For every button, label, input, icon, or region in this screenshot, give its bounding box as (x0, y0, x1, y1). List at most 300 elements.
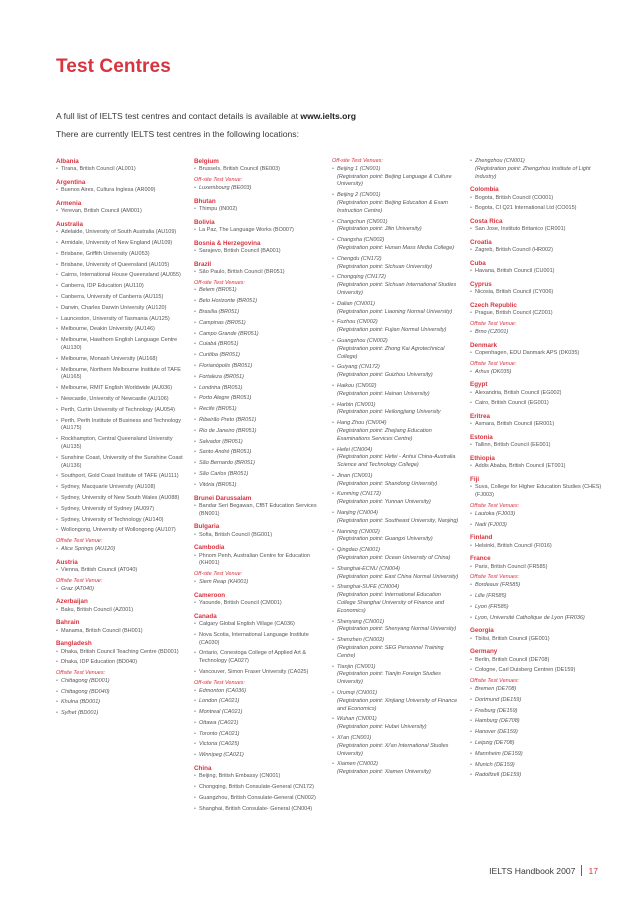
list-item (470, 350, 602, 358)
entry-text: Yaounde, British Council (CM001) (199, 599, 282, 606)
column-3 (332, 158, 460, 782)
entry-text: Qingdao (CN001) (337, 547, 381, 554)
entry-text: Thimpu (IN002) (199, 205, 238, 212)
country-heading: Bolivia (194, 218, 215, 226)
entry-text: Addis Ababa, British Council (ET001) (475, 463, 566, 470)
entry-text: Brno (CZ001) (475, 328, 509, 335)
country-heading: Australia (56, 221, 83, 228)
entry-text: Victoria (CA025) (199, 741, 240, 748)
entry-text: Tallinn, British Council (EE001) (475, 442, 551, 449)
entry-text: Adelaide, University of South Australia (AU109) (61, 229, 177, 236)
list-item (470, 582, 602, 590)
entry-text: Fortaleza (BR051) (199, 373, 244, 380)
country-section (470, 381, 602, 408)
list-item (194, 406, 324, 414)
country-heading: Czech Republic (470, 302, 517, 310)
country-section (470, 476, 602, 529)
list-item (194, 449, 324, 457)
list-item (56, 262, 186, 270)
entry-text: Armidale, University of New England (AU109) (61, 240, 173, 246)
offsite-heading: Off-site Test Venue: (194, 571, 243, 578)
list-item (470, 615, 602, 623)
entry-text: Edmonton (CA036) (199, 687, 247, 694)
entry-text: Melbourne, Hawthorn English Language Centre (AU130) (61, 337, 178, 351)
entry-text: Suva, College for Higher Education Studies (CHES) (FJ003) (475, 484, 602, 499)
entry-text: Shenyang (CN001) (337, 618, 385, 625)
list-item (194, 298, 324, 306)
entry-text: Sofia, British Council (BG001) (199, 531, 273, 538)
list-item (56, 356, 186, 364)
list-item (194, 503, 324, 519)
country-section (56, 598, 186, 614)
registration-note: (Registration point: Hunan Mass Media College) (337, 244, 455, 251)
list-item (56, 229, 186, 237)
list-item (194, 320, 324, 328)
country-heading: Georgia (470, 627, 494, 635)
entry-text: Melbourne, RMIT English Worldwide (AU036) (61, 385, 173, 392)
registration-note: (Registration point: Xiamen University) (337, 769, 431, 776)
list-item (470, 226, 602, 234)
list-item (332, 166, 460, 189)
list-item (194, 553, 324, 569)
list-item (332, 619, 460, 635)
list-item (470, 636, 602, 644)
list-item (332, 319, 460, 335)
list-item (332, 274, 460, 297)
entry-text: Graz (AT040) (61, 585, 94, 592)
list-item (56, 208, 186, 216)
entry-text: Alexandria, British Council (EG002) (475, 389, 562, 396)
offsite-heading: Offsite Test Venues: (470, 502, 520, 509)
registration-note: (Registration point: Ocean University of China) (337, 555, 451, 562)
entry-text: Brussels, British Council (BE003) (199, 166, 281, 173)
list-item (194, 482, 324, 490)
entry-text: Yerevan, British Council (AM001) (61, 208, 142, 215)
list-item (332, 256, 460, 272)
country-heading: Cyprus (470, 281, 492, 289)
list-item (56, 316, 186, 324)
list-item (56, 567, 186, 575)
country-heading: Croatia (470, 239, 492, 247)
list-item (56, 385, 186, 393)
offsite-heading: Off-site Test Venue: (194, 177, 243, 183)
entry-text: Chongqing (CN172) (337, 274, 386, 281)
entry-text: Asmara, British Council (ER001) (475, 421, 555, 428)
list-item (332, 547, 460, 563)
country-section (332, 158, 460, 777)
list-item (56, 607, 186, 615)
entry-text: Chittagong (BD001) (61, 677, 110, 684)
country-section (194, 198, 324, 214)
entry-text: Florianópolis (BR051) (199, 362, 253, 369)
entry-text: Beijing 1 (CN001) (337, 165, 381, 172)
intro (56, 107, 596, 143)
list-item (332, 219, 460, 235)
entry-text: Manama, British Council (BH001) (61, 627, 143, 634)
entry-text: Shanghai-ECNU (CN004) (337, 565, 400, 572)
list-item (470, 442, 602, 450)
entry-text: Chongqing, British Consulate-General (CN172) (199, 784, 314, 791)
list-item (194, 269, 324, 277)
list-item (56, 418, 186, 434)
entry-text: Guangzhou, British Consulate-General (CN002) (199, 794, 316, 801)
list-item (194, 669, 324, 677)
list-item (194, 385, 324, 393)
list-item (194, 395, 324, 403)
list-item (332, 383, 460, 399)
list-item (56, 251, 186, 259)
registration-note: (Registration point: Hefei - Anhui China-Australia Science and Technology College) (337, 454, 456, 469)
entry-text: Arhus (DK035) (475, 368, 512, 375)
country-section (470, 627, 602, 643)
list-item (470, 686, 602, 694)
registration-note: (Registration point: Xinjiang University of Finance and Economics) (337, 697, 458, 712)
entry-text: Siem Reap (KH001) (199, 578, 249, 585)
entry-text: Santo André (BR051) (199, 449, 252, 456)
list-item (332, 584, 460, 615)
list-item (332, 192, 460, 215)
country-heading: Bulgaria (194, 523, 220, 531)
entry-text: Tbilisi, British Council (GE001) (475, 635, 550, 642)
entry-text: Zhengzhou (CN001) (475, 158, 525, 164)
list-item (194, 741, 324, 749)
country-heading: Colombia (470, 186, 499, 194)
country-heading: Austria (56, 558, 78, 566)
list-item (56, 586, 186, 594)
entry-text: Nanjing (CN004) (337, 510, 378, 517)
list-item (194, 439, 324, 447)
country-section (56, 640, 186, 718)
list-item (56, 455, 186, 471)
entry-text: Launceston, University of Tasmania (AU125) (61, 315, 170, 322)
list-item (470, 205, 602, 213)
entry-text: Bogota, British Council (CO001) (475, 194, 554, 201)
entry-text: Canberra, University of Canberra (AU115) (61, 293, 164, 300)
list-item (470, 697, 602, 705)
list-item (194, 309, 324, 317)
list-item (470, 708, 602, 716)
intro-lead-text: A full list of IELTS test centres and contact details is available at (56, 111, 301, 121)
list-item (194, 795, 324, 803)
entry-text: Ontario, Conestoga College of Applied Art & Technology (CA027) (199, 650, 307, 665)
list-item (194, 227, 324, 235)
entry-text: Brisbane, Griffith University (AU053) (61, 250, 150, 257)
registration-note: (Registration point: Shandong University) (337, 480, 438, 487)
list-item (56, 546, 186, 554)
country-heading: Ethiopia (470, 455, 495, 463)
list-item (470, 195, 602, 203)
list-item (470, 247, 602, 255)
list-item (332, 529, 460, 545)
list-item (332, 566, 460, 582)
entry-text: Shenzhen (CN002) (337, 637, 385, 644)
entry-text: Campinas (BR051) (199, 319, 246, 326)
page-number: 17 (588, 866, 598, 876)
list-item (194, 331, 324, 339)
list-item (194, 166, 324, 174)
intro-line-1 (56, 107, 596, 125)
list-item (56, 187, 186, 195)
entry-text: Guangzhou (CN002) (337, 337, 388, 344)
country-section (470, 218, 602, 234)
registration-note: (Registration point: Shenyang Normal University) (337, 626, 457, 633)
ielts-website-link[interactable]: www.ielts.org (300, 111, 356, 121)
list-item (470, 564, 602, 572)
list-item (470, 400, 602, 408)
entry-text: London (CA021) (199, 698, 240, 705)
list-item (332, 510, 460, 526)
list-item (56, 294, 186, 302)
footer-divider (581, 865, 582, 876)
entry-text: Buenos Aires, Cultura Inglesa (AR009) (61, 187, 156, 194)
entry-text: Luxembourg (BE003) (199, 184, 252, 191)
list-item (56, 396, 186, 404)
list-item (194, 206, 324, 214)
country-heading: Bangladesh (56, 640, 92, 648)
list-item (56, 649, 186, 657)
entry-text: Vancouver, Simon Fraser University (CA025) (199, 668, 309, 675)
registration-note: (Registration point: Jilin University) (337, 226, 422, 233)
entry-text: Phnom Penh, Australian Centre for Education (KH001) (199, 552, 310, 567)
country-heading: Brazil (194, 260, 212, 268)
offsite-heading: Offsite Test Venue: (470, 360, 517, 367)
list-item (56, 407, 186, 415)
list-item (332, 716, 460, 732)
entry-text: Shanghai, British Consulate- General (CN004) (199, 805, 313, 812)
list-item (56, 527, 186, 535)
list-item (56, 659, 186, 667)
list-item (470, 762, 602, 770)
entry-text: Zagreb, British Council (HR002) (475, 247, 553, 254)
registration-note: (Registration point: Yunnan University) (337, 499, 431, 506)
list-item (332, 338, 460, 361)
entry-text: Recife (BR051) (199, 406, 237, 413)
list-item (470, 772, 602, 780)
entry-text: Hefei (CN004) (337, 446, 373, 453)
country-section (470, 260, 602, 276)
offsite-heading: Off-site Test Venues: (194, 679, 245, 686)
country-section (194, 219, 324, 235)
entry-text: Baku, British Council (AZ001) (61, 606, 134, 613)
entry-text: Harbin (CN001) (337, 401, 376, 408)
list-item (470, 329, 602, 337)
entry-text: Radolfzell (DE159) (475, 772, 522, 779)
list-item (470, 421, 602, 429)
country-section (56, 619, 186, 635)
entry-text: Chengdu (CN172) (337, 255, 382, 262)
entry-text: Fuzhou (CN002) (337, 319, 378, 326)
list-item (194, 374, 324, 382)
list-item (56, 272, 186, 280)
entry-text: Sylhet (BD001) (61, 710, 99, 717)
entry-text: Cairo, British Council (EG001) (475, 400, 549, 407)
country-heading: Cuba (470, 260, 486, 268)
entry-text: Sydney, University of New South Wales (AU088) (61, 494, 180, 501)
offsite-heading: Offsite Test Venues: (470, 574, 520, 581)
registration-note: (Registration point: Xi'an International Studies University) (337, 742, 449, 757)
entry-text: Hang Zhou (CN004) (337, 420, 387, 427)
country-heading: Cameroon (194, 591, 226, 599)
entry-text: Bordeaux (FR585) (475, 582, 521, 589)
country-section (470, 239, 602, 255)
list-item (56, 337, 186, 353)
entry-text: Belo Horizonte (BR051) (199, 298, 258, 305)
country-heading: Armenia (56, 200, 82, 207)
country-section (470, 158, 602, 181)
entry-text: Havana, British Council (CU001) (475, 268, 555, 275)
entry-text: Belem (BR051) (199, 287, 237, 294)
country-heading: France (470, 555, 491, 563)
entry-text: La Paz, The Language Works (BO007) (199, 226, 294, 233)
entry-text: Vienna, British Council (AT040) (61, 566, 138, 573)
list-item (332, 761, 460, 777)
list-item (194, 698, 324, 706)
list-item (194, 363, 324, 371)
registration-note: (Registration point: Liaoning Normal University) (337, 308, 453, 315)
list-item (56, 678, 186, 686)
entry-text: Beijing 2 (CN001) (337, 192, 381, 199)
registration-note: (Registration point: Guangxi University) (337, 536, 433, 543)
entry-text: Perth, Perth Institute of Business and Technology (AU175) (61, 417, 182, 432)
entry-text: Bandar Seri Begawan, CfBT Education Services (BN001) (199, 502, 317, 517)
entry-text: Berlin, British Council (DE708) (475, 656, 550, 663)
country-section (194, 523, 324, 539)
column-2 (194, 158, 324, 818)
entry-text: Darwin, Charles Darwin University (AU120) (61, 304, 167, 311)
list-item (56, 484, 186, 492)
country-section (470, 413, 602, 429)
list-item (194, 632, 324, 648)
offsite-heading: Off-site Test Venues: (194, 279, 245, 286)
list-item (194, 460, 324, 468)
entry-text: Munich (DE159) (475, 761, 515, 768)
entry-text: Nanning (CN002) (337, 528, 380, 535)
country-section (470, 342, 602, 377)
country-heading: Bhutan (194, 197, 216, 205)
entry-text: Chittagong (BD040) (61, 688, 110, 695)
list-item (332, 491, 460, 507)
list-item (470, 718, 602, 726)
list-item (194, 579, 324, 587)
offsite-heading: Offsite Test Venues: (470, 678, 520, 685)
registration-note: (Registration point: International Education College Shanghai University of Finance and Economics) (337, 592, 445, 614)
list-item (470, 667, 602, 675)
list-item (470, 543, 602, 551)
country-section (194, 765, 324, 813)
column-1 (56, 158, 186, 723)
list-item (332, 301, 460, 317)
entry-text: Wollongong, University of Wollongong (AU107) (61, 527, 176, 534)
entry-text: Sunshine Coast, University of the Sunshine Coast (AU136) (61, 454, 183, 469)
entry-text: Changchun (CN001) (337, 218, 388, 225)
footer-label: IELTS Handbook 2007 (489, 866, 576, 876)
entry-text: Helsinki, British Council (FI016) (475, 542, 552, 549)
registration-note: (Registration point: Hainan University) (337, 390, 430, 397)
list-item (470, 268, 602, 276)
list-item (470, 390, 602, 398)
offsite-heading: Off-site Test Venues: (332, 158, 383, 164)
list-item (194, 650, 324, 666)
offsite-heading: Offsite Test Venue: (56, 538, 103, 545)
list-item (56, 326, 186, 334)
list-item (470, 158, 602, 181)
country-heading: Egypt (470, 381, 488, 389)
country-heading: China (194, 765, 212, 773)
entry-text: Lyon, Université Catholique de Lyon (FR036) (475, 614, 585, 621)
entry-text: Londrina (BR051) (199, 384, 243, 391)
country-heading: Albania (56, 158, 79, 165)
column-4 (470, 158, 602, 785)
list-item (332, 735, 460, 758)
registration-note: (Registration point: Heilongjiang University (337, 409, 441, 416)
offsite-heading: Offsite Test Venue: (470, 321, 517, 328)
list-item (194, 621, 324, 629)
country-heading: Bosnia & Herzegovina (194, 239, 261, 247)
list-item (470, 522, 602, 530)
registration-note: (Registration point: Hubei University) (337, 724, 427, 731)
list-item (56, 283, 186, 291)
list-item (194, 773, 324, 781)
registration-note: (Registration point: SEG Personnel Training Centre) (337, 645, 444, 659)
country-heading: Bahrain (56, 619, 80, 627)
country-heading: Germany (470, 648, 498, 656)
country-heading: Estonia (470, 434, 493, 442)
entry-text: Sydney, Macquarie University (AU108) (61, 484, 156, 491)
country-section (194, 544, 324, 586)
country-section (56, 179, 186, 195)
entry-text: San Jose, Instituto Britanico (CR001) (475, 226, 566, 233)
list-item (194, 720, 324, 728)
page-footer (489, 865, 598, 876)
entry-text: São Paulo, British Council (BR051) (199, 268, 285, 275)
entry-text: Sarajevo, British Council (BA001) (199, 247, 281, 254)
entry-text: Hanover (DE159) (475, 729, 518, 736)
country-section (194, 158, 324, 193)
list-item (332, 664, 460, 687)
registration-note: (Registration point: Zhengzhou Institute of Light Industry) (475, 165, 591, 180)
entry-text: Alice Springs (AU120) (61, 545, 116, 552)
entry-text: Lyon (FR585) (475, 603, 509, 610)
entry-text: Freiburg (DE159) (475, 707, 518, 714)
entry-text: Shanghai-SUFE (CN004) (337, 584, 400, 591)
offsite-heading: Offsite Test Venue: (56, 577, 103, 584)
entry-text: Curitiba (BR051) (199, 352, 240, 359)
country-section (470, 455, 602, 471)
entry-text: São Carlos (BR051) (199, 470, 249, 477)
registration-note: (Registration point: Guizhou University) (337, 372, 433, 379)
list-item (470, 751, 602, 759)
entry-text: Campo Grande (BR051) (199, 330, 259, 337)
country-section (194, 240, 324, 256)
country-section (470, 302, 602, 337)
country-heading: Belgium (194, 158, 219, 165)
list-item (470, 369, 602, 377)
entry-text: Melbourne, Deakin University (AU146) (61, 326, 155, 333)
list-item (194, 248, 324, 256)
list-item (470, 604, 602, 612)
entry-text: Newcastle, University of Newcastle (AU106) (61, 395, 169, 402)
entry-text: Urumqi (CN001) (337, 690, 378, 697)
list-item (332, 447, 460, 470)
list-item (470, 740, 602, 748)
registration-note: (Registration point: Southeast University, Nanjing) (337, 517, 459, 524)
list-item (332, 364, 460, 380)
entry-text: Vitória (BR051) (199, 481, 237, 488)
list-item (194, 600, 324, 608)
list-item (332, 637, 460, 660)
country-section (56, 158, 186, 174)
list-item (194, 287, 324, 295)
